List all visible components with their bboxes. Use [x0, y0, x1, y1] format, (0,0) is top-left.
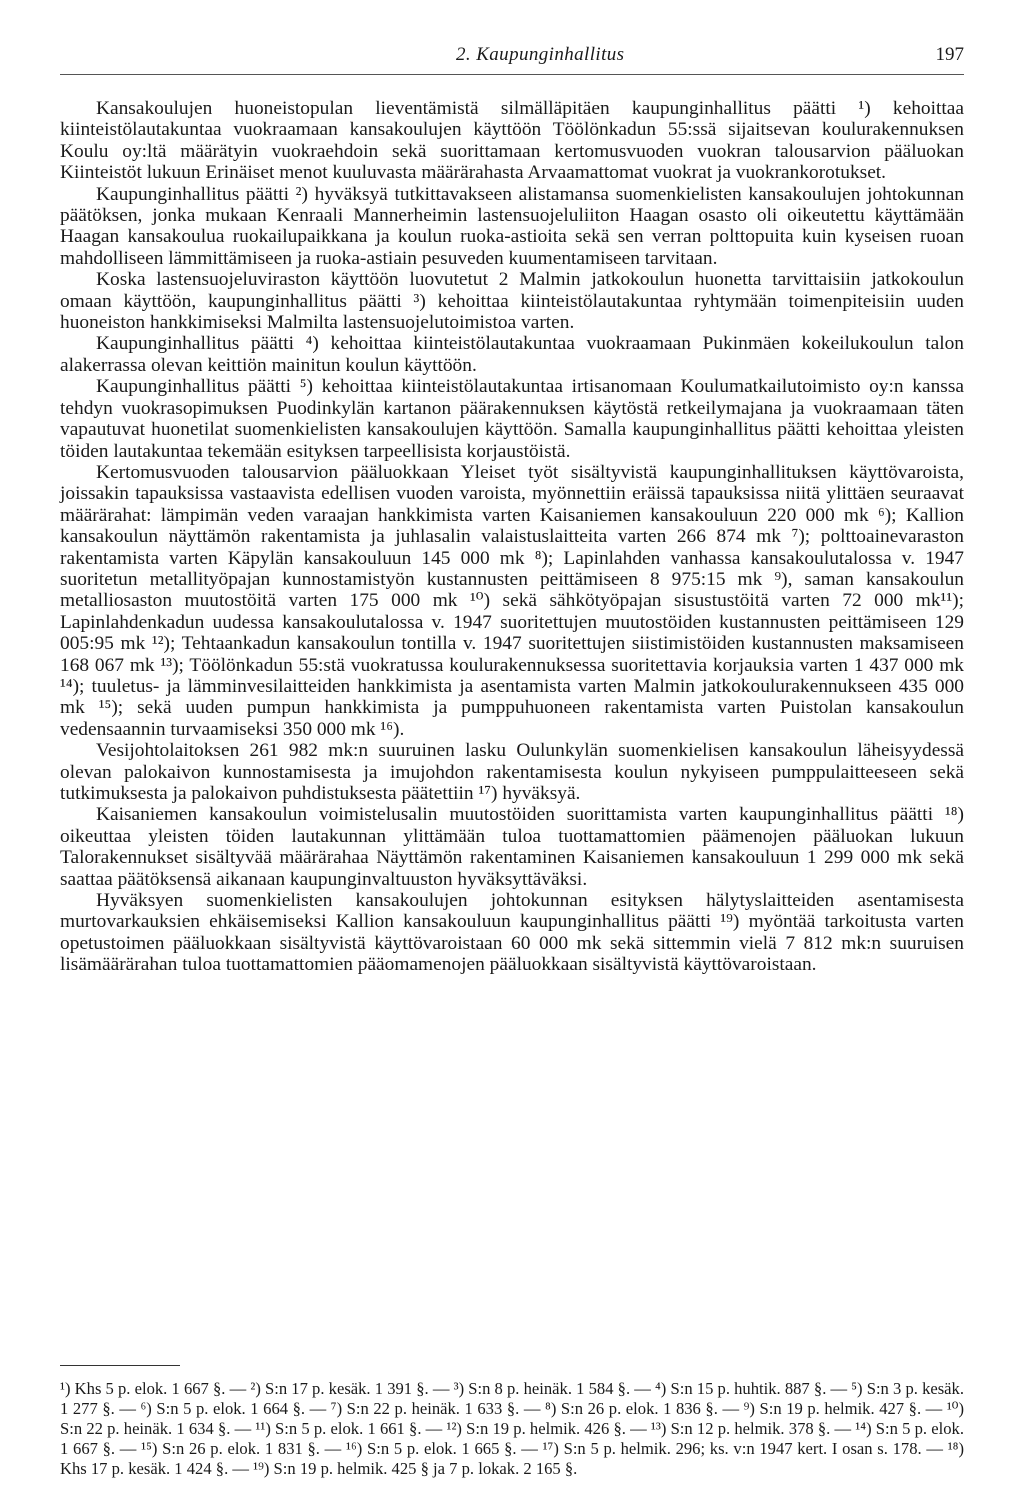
- body-text: [60, 98, 964, 976]
- paragraph: Kaisaniemen kansakoulun voimistelusalin muutostöiden suorittamista varten kaupunginhallitus päätti ¹⁸) oikeuttaa yleisten töiden lautakunnan ylittämään tuloa tuottamattomien päämenojen pääluokan lukuun Talorakennukset sisältyvää määrärahaa Näyttämön rakentaminen Kaisaniemen kansakouluun 1 299 000 mk sekä saattaa päätöksensä aikanaan kaupunginvaltuuston hyväksyttäväksi.: [60, 804, 964, 890]
- footnotes: [60, 1379, 964, 1479]
- footnote-text: ¹) Khs 5 p. elok. 1 667 §. — ²) S:n 17 p. kesäk. 1 391 §. — ³) S:n 8 p. heinäk. 1 584 §. — ⁴) S:n 15 p. huhtik. 887 §. — ⁵) S:n 3 p. kesäk. 1 277 §. — ⁶) S:n 5 p. elok. 1 664 §. — ⁷) S:n 22 p. heinäk. 1 633 §. — ⁸) S:n 26 p. elok. 1 836 §. — ⁹) S:n 19 p. helmik. 427 §. — ¹⁰) S:n 22 p. heinäk. 1 634 §. — ¹¹) S:n 5 p. elok. 1 661 §. — ¹²) S:n 19 p. helmik. 426 §. — ¹³) S:n 12 p. helmik. 378 §. — ¹⁴) S:n 5 p. elok. 1 667 §. — ¹⁵) S:n 26 p. elok. 1 831 §. — ¹⁶) S:n 5 p. elok. 1 665 §. — ¹⁷) S:n 5 p. helmik. 296; ks. v:n 1947 kert. I osan s. 178. — ¹⁸) Khs 17 p. kesäk. 1 424 §. — ¹⁹) S:n 19 p. helmik. 425 § ja 7 p. lokak. 2 165 §.: [60, 1379, 964, 1478]
- page-header: [60, 44, 964, 75]
- paragraph: Vesijohtolaitoksen 261 982 mk:n suuruinen lasku Oulunkylän suomenkielisen kansakoulun läheisyydessä olevan palokaivon kunnostamisesta ja imujohdon rakentamisesta koulun nykyiseen pumppulaitteeseen sekä tutkimuksesta ja palokaivon puhdistuksesta päätettiin ¹⁷) hyväksyä.: [60, 740, 964, 804]
- running-title: 2. Kaupunginhallitus: [456, 44, 625, 65]
- paragraph: Hyväksyen suomenkielisten kansakoulujen johtokunnan esityksen hälytyslaitteiden asentamisesta murtovarkauksien ehkäisemiseksi Kallion kansakouluun kaupunginhallitus päätti ¹⁹) myöntää tarkoitusta varten opetustoimen pääluokkaan sisältyvistä käyttövaroistaan 60 000 mk sekä sittemmin vielä 7 812 mk:n suuruisen lisämäärärahan tuloa tuottamattomien pääomamenojen pääluokkaan sisältyvistä käyttövaroistaan.: [60, 890, 964, 976]
- paragraph: Kertomusvuoden talousarvion pääluokkaan Yleiset työt sisältyvistä kaupunginhallituksen käyttövaroista, joissakin tapauksissa vastaavista edellisen vuoden varoista, myönnettiin eräissä tapauksissa niitä ylittäen seuraavat määrärahat: lämpimän veden varaajan hankkimista varten Kaisaniemen kansakouluun 220 000 mk ⁶); Kallion kansakoulun näyttämön rakentamista ja juhlasalin valaistuslaitteita varten 266 874 mk ⁷); polttoainevaraston rakentamista varten Käpylän kansakouluun 145 000 mk ⁸); Lapinlahden vanhassa kansakoulutalossa v. 1947 suoritetun metallityöpajan kunnostamistyön kustannusten peittämiseen 8 975:15 mk ⁹), saman kansakoulun metalliosaston muutostöitä varten 175 000 mk ¹⁰) sekä sähkötyöpajan sisustustöitä varten 72 000 mk¹¹); Lapinlahdenkadun uudessa kansakoulutalossa v. 1947 suoritettujen muutostöiden kustannusten peittämiseen 129 005:95 mk ¹²); Tehtaankadun kansakoulun tontilla v. 1947 suoritettujen siistimistöiden kustannusten maksamiseen 168 067 mk ¹³); Töölönkadun 55:stä vuokratussa koulurakennuksessa suoritettavia korjauksia varten 1 437 000 mk ¹⁴); tuuletus- ja lämminvesilaitteiden hankkimista ja asentamista varten Malmin jatkokoulurakennukseen 435 000 mk ¹⁵); sekä uuden pumpun hankkimista ja pumppuhuoneen rakentamista varten Puistolan kansakoulun vedensaannin turvaamiseksi 350 000 mk ¹⁶).: [60, 461, 964, 740]
- paragraph: Kaupunginhallitus päätti ⁴) kehoittaa kiinteistölautakuntaa vuokraamaan Pukinmäen kokeilukoulun talon alakerrassa olevan keittiön mainitun koulun käyttöön.: [60, 333, 964, 376]
- paragraph: Kansakoulujen huoneistopulan lieventämistä silmälläpitäen kaupunginhallitus päätti ¹) kehoittaa kiinteistölautakuntaa vuokraamaan kansakoulujen käyttöön Töölönkadun 55:ssä sijaitsevan koulurakennuksen Koulu oy:ltä määrätyin vuokraehdoin sekä suorittamaan kertomusvuoden vuokran talousarvion pääluokan Kiinteistöt lukuun Erinäiset menot kuuluvasta määrärahasta Arvaamattomat vuokrat ja vuokrankorotukset.: [60, 98, 964, 184]
- page-number: 197: [935, 44, 964, 65]
- paragraph: Kaupunginhallitus päätti ⁵) kehoittaa kiinteistölautakuntaa irtisanomaan Koulumatkailutoimisto oy:n kanssa tehdyn vuokrasopimuksen Puodinkylän kartanon päärakennuksen käytöstä retkeilymajana ja vuokraamaan täten vapautuvat huonetilat suomenkielisten kansakoulujen käyttöön. Samalla kaupunginhallitus päätti kehoittaa yleisten töiden lautakuntaa tekemään esityksen tarpeellisista korjaustöistä.: [60, 376, 964, 462]
- footnote-divider: [60, 1365, 180, 1366]
- paragraph: Koska lastensuojeluviraston käyttöön luovutetut 2 Malmin jatkokoulun huonetta tarvittaisiin jatkokoulun omaan käyttöön, kaupunginhallitus päätti ³) kehoittaa kiinteistölautakuntaa ryhtymään toimenpiteisiin uuden huoneiston hankkimiseksi Malmilta lastensuojelutoimistoa varten.: [60, 269, 964, 334]
- paragraph: Kaupunginhallitus päätti ²) hyväksyä tutkittavakseen alistamansa suomenkielisten kansakoulujen johtokunnan päätöksen, jonka mukaan Kenraali Mannerheimin lastensuojeluliiton Haagan osasto oli oikeutettu käyttämään Haagan kansakoulua ruokailupaikkana ja koulun ruoka-astioita sekä sen verran polttopuita kuin kyseisen ruoan mahdolliseen lämmittämiseen ja ruoka-astiain pesuveden kuumentamiseen tarvitaan.: [60, 183, 964, 269]
